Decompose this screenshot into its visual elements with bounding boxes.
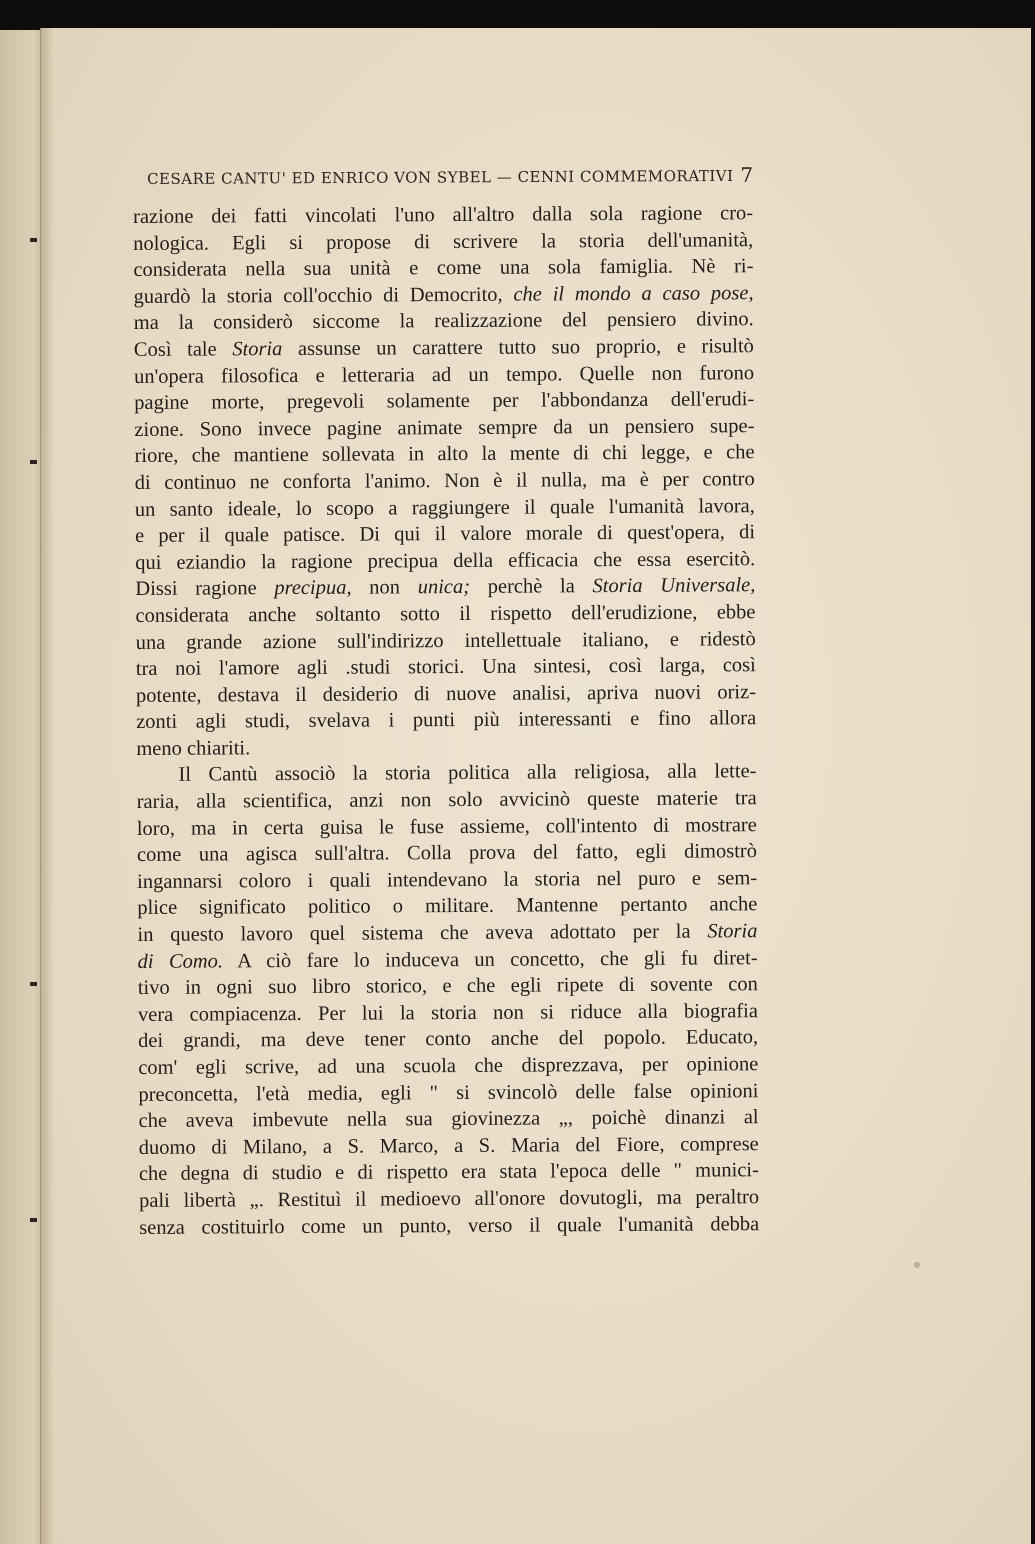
text-run: non xyxy=(351,576,418,599)
text-line xyxy=(134,360,754,390)
text-line xyxy=(133,227,753,257)
text-run: un'opera filosofica e letteraria ad un tempo. Quelle non furono xyxy=(133,361,755,388)
text-line xyxy=(137,918,757,948)
text-line xyxy=(138,1078,758,1108)
text-run: come una agisca sull'altra. Colla prova del fatto, egli dimostrò xyxy=(136,840,758,867)
text-line xyxy=(139,1184,759,1214)
text-line xyxy=(139,1131,759,1161)
text-run: assunse un carattere tutto suo proprio, e risultò xyxy=(282,335,754,361)
text-line xyxy=(139,1104,759,1134)
text-run: preconcetta, l'età media, egli " si svincolò delle false opinioni xyxy=(138,1079,759,1106)
text-run: A ciò fare lo induceva un concetto, che gli fu diret- xyxy=(222,946,758,973)
text-run: com' egli scrive, ad una scuola che disprezzava, per opinione xyxy=(138,1053,759,1079)
text-run: ingannarsi coloro i quali intendevano la storia nel puro e sem- xyxy=(137,867,758,893)
text-run: vera compiacenza. Per lui la storia non si riduce alla biografia xyxy=(137,1000,759,1026)
text-line xyxy=(136,759,756,789)
text-run: in questo lavoro quel sistema che aveva adottato per la xyxy=(137,920,708,947)
text-run: nologica. Egli si propose di scrivere la storia dell'umanità, xyxy=(133,228,754,255)
text-line xyxy=(138,971,758,1001)
text-line xyxy=(134,386,754,416)
text-line xyxy=(138,945,758,975)
gutter-shadow xyxy=(40,28,54,1544)
text-run: dei grandi, ma deve tener conto anche del popolo. Educato, xyxy=(138,1026,759,1053)
text-run: di continuo ne conforta l'animo. Non è il nulla, ma è per contro xyxy=(134,468,755,494)
italic-text: Storia Universale, xyxy=(592,574,756,598)
text-run: riore, che mantiene sollevata in alto la mente di chi legge, e che xyxy=(134,441,755,468)
text-line xyxy=(139,1158,759,1188)
text-run: perchè la xyxy=(469,575,593,599)
text-run: potente, destava il desiderio di nuove analisi, apriva nuovi oriz- xyxy=(135,680,757,707)
text-run: ma la considerò siccome la realizzazione del pensiero divino. xyxy=(133,308,754,335)
italic-text: unica; xyxy=(417,576,471,599)
body-text xyxy=(133,200,759,1241)
text-run: zonti agli studi, svelava i punti più interessanti e fino allora xyxy=(136,707,757,734)
paper-speck xyxy=(914,1262,920,1268)
text-line xyxy=(134,333,754,363)
text-run: considerata anche soltanto sotto il rispetto dell'erudizione, ebbe xyxy=(135,601,756,627)
italic-text: di Como. xyxy=(137,950,224,973)
text-line xyxy=(135,573,755,603)
text-line xyxy=(136,732,756,762)
text-line xyxy=(134,440,754,470)
text-run: qui eziandio la ragione precipua della efficacia che essa esercitò. xyxy=(135,547,756,574)
text-run: che aveva imbevute nella sua giovinezza „, poichè dinanzi al xyxy=(138,1106,759,1133)
running-header xyxy=(147,162,757,188)
text-line xyxy=(135,493,755,523)
italic-text: che il mondo a caso pose, xyxy=(513,281,754,306)
text-run: razione dei fatti vincolati l'uno all'altro dalla sola ragione cro- xyxy=(133,202,754,228)
text-line xyxy=(137,892,757,922)
text-run: un santo ideale, lo scopo a raggiungere il quale l'umanità lavora, xyxy=(134,494,755,521)
text-line xyxy=(136,679,756,709)
running-title: CESARE CANTU' ED ENRICO VON SYBEL — CENNI COMMEMORATIVI xyxy=(147,166,734,188)
text-line xyxy=(135,519,755,549)
text-run: che degna di studio e di rispetto era stata l'epoca delle " munici- xyxy=(138,1159,759,1186)
binding-mark xyxy=(30,238,37,242)
text-run: plice significato politico o militare. Mantenne pertanto anche xyxy=(137,893,758,920)
text-line xyxy=(137,785,757,815)
text-line xyxy=(137,812,757,842)
binding-mark xyxy=(30,982,37,986)
text-line xyxy=(135,546,755,576)
paragraph-1 xyxy=(133,200,756,762)
text-line xyxy=(138,1051,758,1081)
text-run: meno chiariti. xyxy=(136,737,251,760)
text-line xyxy=(138,1025,758,1055)
paragraph-2 xyxy=(136,759,759,1241)
text-line xyxy=(133,200,753,230)
text-run: pali libertà „. Restituì il medioevo all'onore dovutogli, ma peraltro xyxy=(139,1186,760,1212)
text-line xyxy=(133,253,753,283)
text-run: loro, ma in certa guisa le fuse assieme, coll'intento di mostrare xyxy=(136,813,757,840)
text-run: zione. Sono invece pagine animate sempre da un pensiero supe- xyxy=(134,414,755,441)
text-run: duomo di Milano, a S. Marco, a S. Maria del Fiore, comprese xyxy=(138,1132,759,1159)
text-line xyxy=(138,998,758,1028)
text-run: Il Cantù associò la storia politica alla religiosa, alla lette- xyxy=(178,760,757,787)
text-line xyxy=(139,1211,759,1241)
text-line xyxy=(134,307,754,337)
text-line xyxy=(135,466,755,496)
text-run: raria, alla scientifica, anzi non solo avvicinò queste materie tra xyxy=(136,787,757,814)
text-run: guardò la storia coll'occhio di Democrito, xyxy=(133,283,514,308)
text-line xyxy=(136,705,756,735)
italic-text: Storia xyxy=(707,920,758,943)
text-run: tra noi l'amore agli .studi storici. Una sintesi, così larga, così xyxy=(135,654,756,681)
text-run: Così tale xyxy=(133,338,233,361)
text-run: una grande azione sull'indirizzo intellettuale italiano, e ridestò xyxy=(135,627,756,654)
text-line xyxy=(136,626,756,656)
text-line xyxy=(137,838,757,868)
text-line xyxy=(137,865,757,895)
text-run: tivo in ogni suo libro storico, e che egli ripete di sovente con xyxy=(137,973,758,1000)
text-run: senza costituirlo come un punto, verso il quale l'umanità debba xyxy=(139,1212,760,1239)
binding-mark xyxy=(30,1218,37,1222)
text-line xyxy=(135,599,755,629)
text-run: Dissi ragione xyxy=(135,577,275,601)
italic-text: precipua, xyxy=(274,576,352,600)
text-line xyxy=(134,413,754,443)
italic-text: Storia xyxy=(232,338,283,361)
text-run: considerata nella sua unità e come una sola famiglia. Nè ri- xyxy=(133,255,754,282)
text-line xyxy=(133,280,753,310)
text-run: pagine morte, pregevoli solamente per l'abbondanza dell'erudi- xyxy=(134,388,755,415)
text-run: e per il quale patisce. Di qui il valore morale di quest'opera, di xyxy=(134,521,756,548)
page-number: 7 xyxy=(740,162,754,187)
binding-mark xyxy=(30,460,37,464)
text-line xyxy=(136,652,756,682)
